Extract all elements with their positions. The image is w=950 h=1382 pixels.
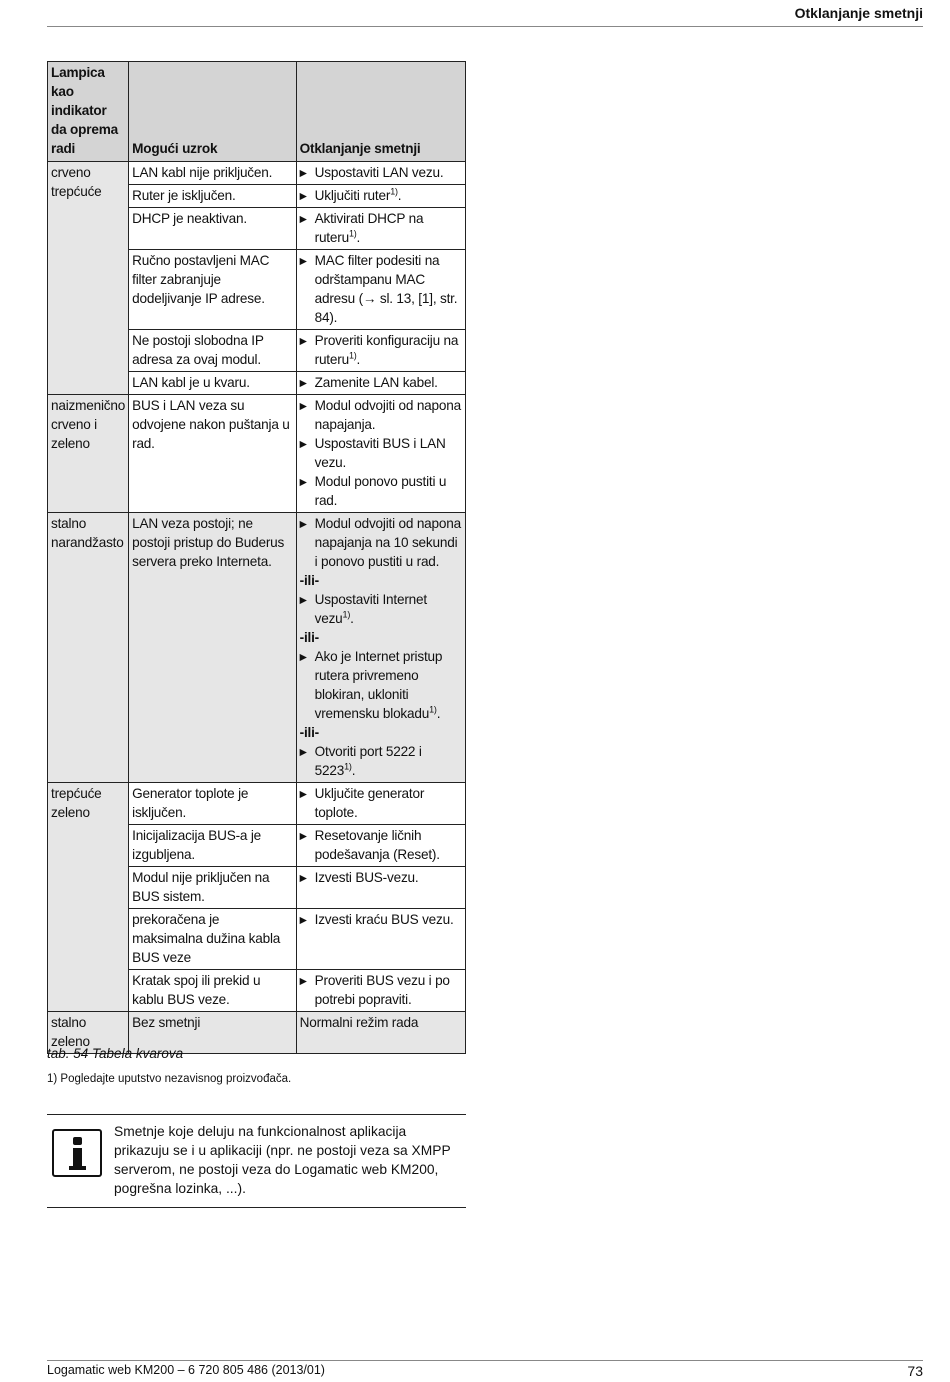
- or-separator: -ili-: [299, 630, 320, 645]
- indicator-cell: stalno zeleno: [48, 1012, 129, 1054]
- notice-text: Smetnje koje deluju na funkcionalnost aplikacija prikazuju se i u aplikaciji (npr. ne postoji veza sa XMPP serverom, ne postoji veza do Logamatic web KM200, pogrešna lozinka, ...).: [114, 1124, 451, 1196]
- footnote-ref: 1): [344, 761, 352, 772]
- remedy-action: ▶ Uspostaviti LAN vezu.: [300, 163, 462, 182]
- remedy-cell: [296, 330, 465, 372]
- table-row: [48, 395, 466, 513]
- remedy-action: ▶ Proveriti BUS vezu i po potrebi popraviti.: [300, 971, 462, 1009]
- remedy-cell: [296, 372, 465, 395]
- cause-cell: prekoračena je maksimalna dužina kabla BUS veze: [129, 909, 297, 970]
- footer-doc-id: Logamatic web KM200 – 6 720 805 486 (2013/01): [47, 1363, 325, 1377]
- remedy-cell: [296, 825, 465, 867]
- cause-cell: DHCP je neaktivan.: [129, 208, 297, 250]
- footnote-ref: 1): [342, 609, 351, 620]
- indicator-cell: stalno narandžasto: [48, 513, 129, 783]
- cause-cell: LAN kabl je u kvaru.: [129, 372, 297, 395]
- indicator-cell: trepćuće zeleno: [48, 783, 129, 1012]
- cause-cell: Ručno postavljeni MAC filter zabranjuje dodeljivanje IP adrese.: [129, 250, 297, 330]
- remedy-action: ▶ Uspostaviti Internet vezu$^{1)}$.: [300, 590, 462, 628]
- remedy-action: ▶ MAC filter podesiti na odrštampanu MAC adresu (→ sl. 13, [1], str. 84).: [300, 251, 462, 327]
- remedy-action: ▶ Ako je Internet pristup rutera privremeno blokiran, ukloniti vremensku blokadu$^{1)}$.: [300, 647, 462, 723]
- remedy-cell: [296, 250, 465, 330]
- remedy-action: ▶ Otvoriti port 5222 i 5223$^{1)}$.: [300, 742, 462, 780]
- or-separator: -ili-: [299, 725, 320, 740]
- header-rule: [47, 26, 923, 27]
- cause-cell: Kratak spoj ili prekid u kablu BUS veze.: [129, 970, 297, 1012]
- remedy-action: ▶ Aktivirati DHCP na ruteru$^{1)}$.: [300, 209, 462, 247]
- cause-cell: Inicijalizacija BUS-a je izgubljena.: [129, 825, 297, 867]
- cause-cell: LAN veza postoji; ne postoji pristup do Buderus servera preko Interneta.: [129, 513, 297, 783]
- footer-rule: [47, 1360, 923, 1361]
- remedy-cell: [296, 1012, 465, 1054]
- or-separator: -ili-: [299, 573, 320, 588]
- cause-cell: LAN kabl nije priključen.: [129, 162, 297, 185]
- remedy-action: ▶ Izvesti BUS-vezu.: [300, 868, 462, 887]
- remedy-text: Normalni režim rada: [299, 1015, 419, 1030]
- remedy-action: ▶ Uključiti ruter$^{1)}$.: [300, 186, 462, 205]
- remedy-cell: [296, 513, 465, 783]
- remedy-action: ▶ Uključite generator toplote.: [300, 784, 462, 822]
- info-icon: [52, 1129, 102, 1177]
- indicator-cell: crveno trepćuće: [48, 162, 129, 395]
- remedy-cell: [296, 185, 465, 208]
- remedy-cell: [296, 208, 465, 250]
- table-row: [48, 783, 466, 825]
- remedy-action: ▶ Modul odvojiti od napona napajanja na 10 sekundi i ponovo pustiti u rad.: [300, 514, 462, 571]
- info-notice: [47, 1114, 466, 1208]
- table-row: [48, 162, 466, 185]
- footnote-ref: 1): [348, 228, 357, 239]
- cause-cell: Generator toplote je isključen.: [129, 783, 297, 825]
- remedy-action: ▶ Uspostaviti BUS i LAN vezu.: [300, 434, 462, 472]
- remedy-cell: [296, 783, 465, 825]
- section-title: Otklanjanje smetnji: [794, 5, 923, 21]
- remedy-cell: [296, 162, 465, 185]
- footnote: 1) Pogledajte uputstvo nezavisnog proizvođača.: [47, 1073, 292, 1085]
- remedy-action: ▶ Resetovanje ličnih podešavanja (Reset).: [300, 826, 462, 864]
- remedy-cell: [296, 909, 465, 970]
- remedy-action: ▶ Modul ponovo pustiti u rad.: [300, 472, 462, 510]
- cause-cell: BUS i LAN veza su odvojene nakon puštanja u rad.: [129, 395, 297, 513]
- cause-cell: Ne postoji slobodna IP adresa za ovaj modul.: [129, 330, 297, 372]
- cause-cell: Modul nije priključen na BUS sistem.: [129, 867, 297, 909]
- indicator-cell: naizmenično crveno i zeleno: [48, 395, 129, 513]
- remedy-action: ▶ Proveriti konfiguraciju na ruteru$^{1)}$.: [300, 331, 462, 369]
- remedy-cell: [296, 395, 465, 513]
- remedy-action: ▶ Zamenite LAN kabel.: [300, 373, 462, 392]
- remedy-cell: [296, 867, 465, 909]
- header-indicator: Lampica kao indikator da oprema radi: [48, 62, 129, 162]
- header-cause: Mogući uzrok: [129, 62, 297, 162]
- table-caption: tab. 54 Tabela kvarova: [47, 1046, 184, 1061]
- fault-table: [47, 61, 466, 1054]
- footnote-ref: 1): [348, 350, 357, 361]
- footnote-ref: 1): [390, 186, 398, 197]
- remedy-action: ▶ Modul odvojiti od napona napajanja.: [300, 396, 462, 434]
- remedy-cell: [296, 970, 465, 1012]
- remedy-action: ▶ Izvesti kraću BUS vezu.: [300, 910, 462, 929]
- header-remedy: Otklanjanje smetnji: [296, 62, 465, 162]
- page-number: 73: [907, 1363, 923, 1379]
- table-row: [48, 513, 466, 783]
- footnote-ref: 1): [429, 704, 437, 715]
- cause-cell: Bez smetnji: [129, 1012, 297, 1054]
- cause-cell: Ruter je isključen.: [129, 185, 297, 208]
